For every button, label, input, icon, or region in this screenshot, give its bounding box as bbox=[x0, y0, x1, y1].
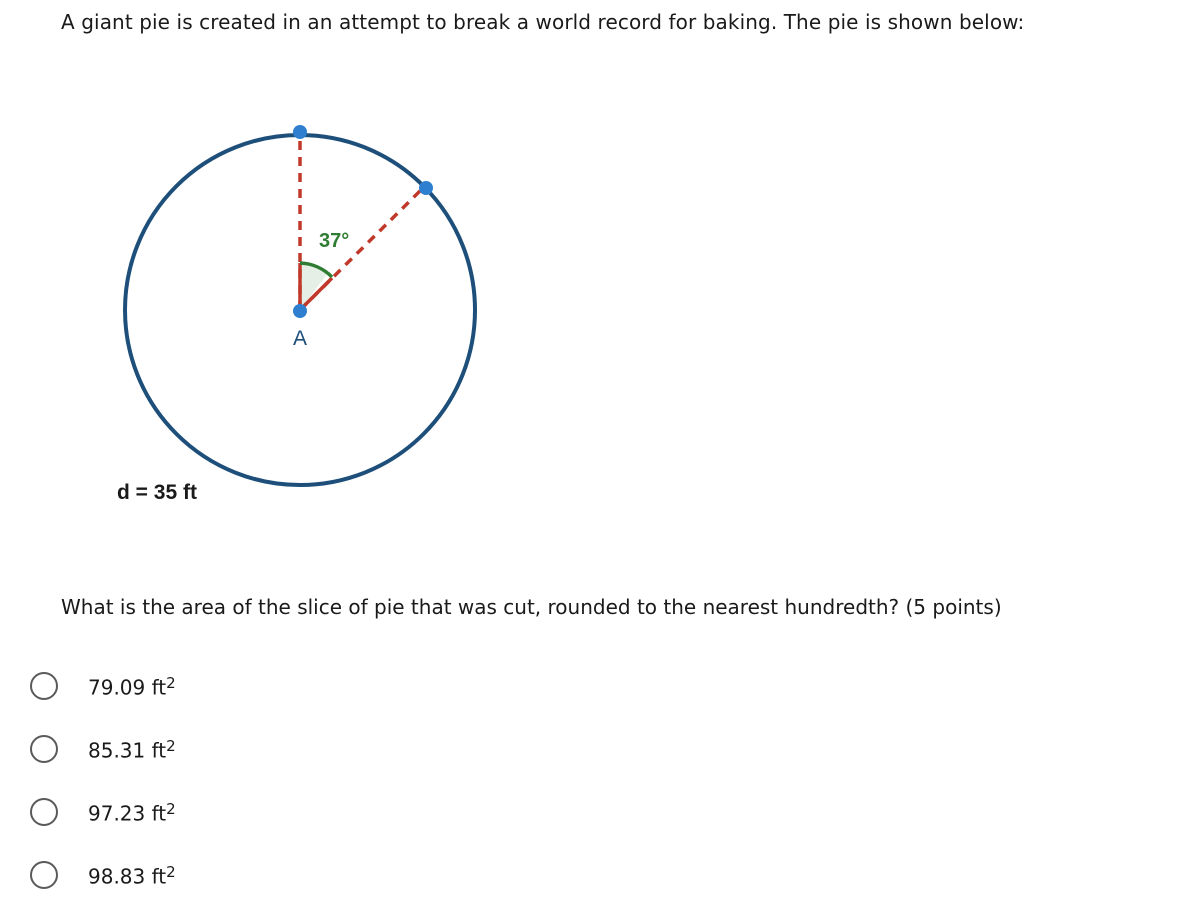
pie-diagram bbox=[100, 110, 520, 520]
choice-1[interactable] bbox=[30, 665, 176, 707]
radio-button[interactable] bbox=[30, 861, 58, 889]
point-edge bbox=[419, 181, 433, 195]
angle-label: 37° bbox=[319, 230, 350, 252]
radio-button[interactable] bbox=[30, 798, 58, 826]
question-prompt: A giant pie is created in an attempt to break a world record for baking. The pie is shown below: bbox=[61, 10, 1025, 34]
choice-4[interactable] bbox=[30, 854, 176, 896]
choice-label: 98.83 $ft^2$ bbox=[88, 862, 176, 889]
question-text: What is the area of the slice of pie that was cut, rounded to the nearest hundredth? (5 points) bbox=[61, 595, 1002, 619]
pie-diagram-svg bbox=[100, 110, 520, 520]
center-label: A bbox=[292, 327, 308, 350]
point-top bbox=[293, 125, 307, 139]
point-center-a bbox=[293, 304, 307, 318]
radio-button[interactable] bbox=[30, 735, 58, 763]
radio-button[interactable] bbox=[30, 672, 58, 700]
choice-2[interactable] bbox=[30, 728, 176, 770]
choice-label: 79.09 $ft^2$ bbox=[88, 673, 176, 700]
choice-label: 97.23 $ft^2$ bbox=[88, 799, 176, 826]
answer-choices bbox=[30, 665, 176, 917]
choice-label: 85.31 $ft^2$ bbox=[88, 736, 176, 763]
choice-3[interactable] bbox=[30, 791, 176, 833]
diameter-label: d = 35 ft bbox=[117, 481, 197, 504]
